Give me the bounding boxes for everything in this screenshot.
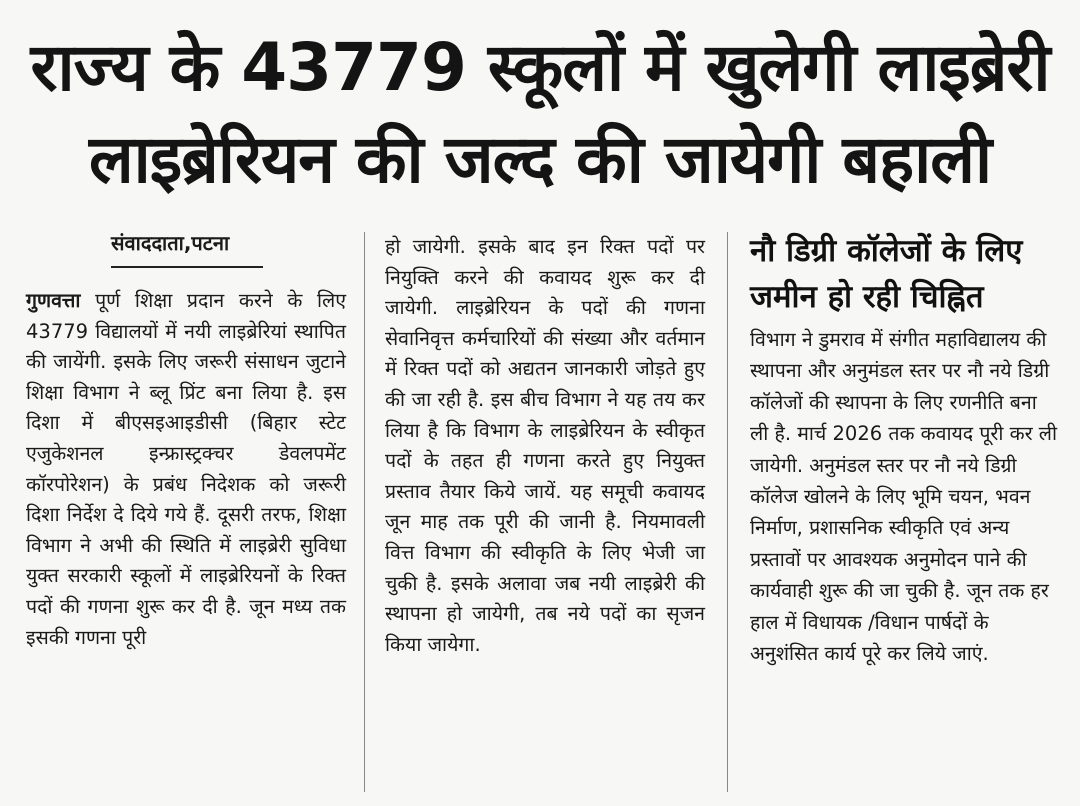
article-column-2	[385, 232, 705, 660]
column-1-text: पूर्ण शिक्षा प्रदान करने के लिए 43779 विद्यालयों में नयी लाइब्रेरियां स्थापित की जायेंगी. इसके लिए जरूरी संसाधन जुटाने शिक्षा विभाग ने ब्लू प्रिंट बना लिया है. इस दिशा में बीएसइआइडीसी (बिहार स्टेट एजुकेशनल इन्फ्रास्ट्रक्चर डेवलपमेंट कॉरपोरेशन) के प्रबंध निदेशक को जरूरी दिशा निर्देश दे दिये गये हैं. दूसरी तरफ, शिक्षा विभाग ने अभी की स्थिति में लाइब्रेरी सुविधा युक्त सरकारी स्कूलों में लाइब्रेरियनों के रिक्त पदों की गणना शुरू कर दी है. जून मध्य तक इसकी गणना पूरी	[26, 289, 346, 649]
article-column-1	[26, 228, 346, 653]
column-divider	[364, 232, 365, 792]
lead-word: गुणवत्ता	[26, 289, 81, 312]
sidebar-body: विभाग ने डुमराव में संगीत महाविद्यालय की स्थापना और अनुमंडल स्तर पर नौ नये डिग्री कॉलेजों की स्थापना के लिए रणनीति बना ली है. मार्च 2026 तक कवायद पूरी कर ली जायेगी. अनुमंडल स्तर पर नौ नये डिग्री कॉलेज खोलने के लिए भूमि चयन, भवन निर्माण, प्रशासनिक स्वीकृति एवं अन्य प्रस्तावों पर आवश्यक अनुमोदन पाने की कार्यवाही शुरू की जा चुकी है. जून तक हर हाल में विधायक /विधान पार्षदों के अनुशंसित कार्य पूरे कर लिये जाएं.	[750, 328, 1058, 666]
sidebar-story	[750, 228, 1060, 669]
headline-line-2: लाइब्रेरियन की जल्द की जायेगी बहाली	[88, 121, 992, 198]
article-paragraph-1	[26, 286, 346, 653]
column-2-text: हो जायेगी. इसके बाद इन रिक्त पदों पर नियुक्ति करने की कवायद शुरू कर दी जायेगी. लाइब्रेरियन के पदों की गणना सेवानिवृत्त कर्मचारियों की संख्या और वर्तमान में रिक्त पदों को अद्यतन जानकारी जोड़ते हुए की जा रही है. इस बीच विभाग ने यह तय कर लिया है कि विभाग के लाइब्रेरियन के स्वीकृत पदों के तहत ही गणना करते हुए नियुक्त प्रस्ताव तैयार किये जायें. यह समूची कवायद जून माह तक पूरी की जानी है. नियमावली वित्त विभाग की स्वीकृति के लिए भेजी जा चुकी है. इसके अलावा जब नयी लाइब्रेरी की स्थापना हो जायेगी, तब नये पदों का सृजन किया जायेगा.	[385, 235, 705, 656]
byline: संवाददाता,पटना	[111, 228, 263, 268]
sidebar-subhead: नौ डिग्री कॉलेजों के लिए जमीन हो रही चिह्नित	[750, 233, 1023, 315]
headline-line-1: राज्य के 43779 स्कूलों में खुलेगी लाइब्रेरी	[30, 29, 1050, 106]
column-divider	[727, 232, 728, 792]
